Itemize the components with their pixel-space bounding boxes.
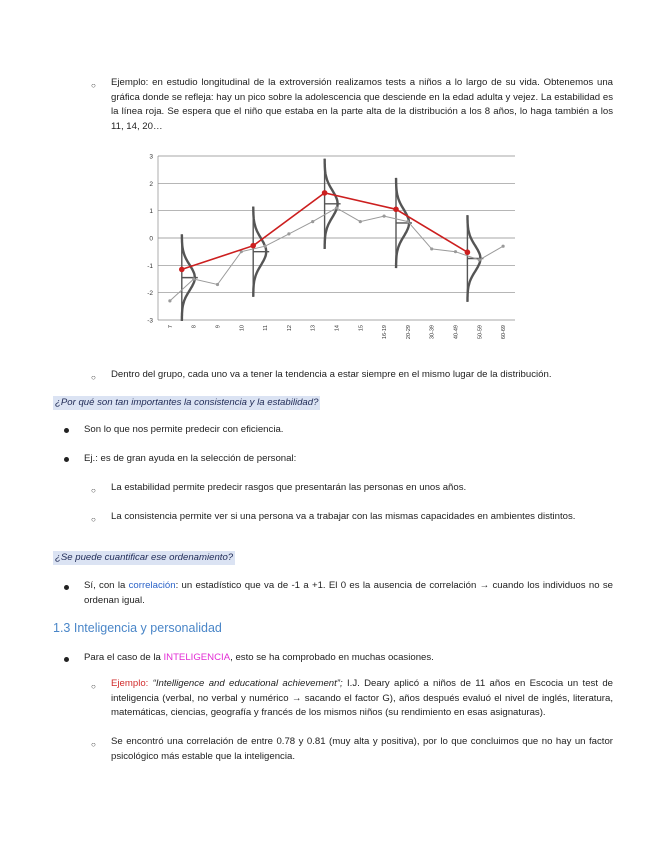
stability-point: [393, 207, 399, 213]
y-tick-label: 2: [149, 180, 153, 188]
x-tick-label: 12: [286, 325, 293, 332]
group-mean-line: [170, 208, 503, 301]
group-mean-point: [454, 250, 457, 253]
group-mean-point: [383, 215, 386, 218]
group-mean-point: [287, 232, 290, 235]
prediction-bullet: Son lo que nos permite predecir con eficiencia.: [84, 424, 284, 435]
stability-point: [250, 243, 256, 249]
stability-subbullet: La estabilidad permite predecir rasgos que presentarán las personas en unos años.: [111, 482, 467, 493]
group-mean-point: [264, 245, 267, 248]
circle-bullet-icon: ○: [91, 373, 96, 382]
question-consistency-stability: ¿Por qué son tan importantes la consistencia y la estabilidad?: [55, 397, 319, 408]
personnel-selection-bullet: Ej.: es de gran ayuda en la selección de personal:: [84, 453, 297, 464]
y-tick-label: 3: [149, 153, 153, 161]
x-tick-label: 30-39: [429, 325, 436, 340]
group-mean-point: [216, 283, 219, 286]
question-quantify-ordering: ¿Se puede cuantificar ese ordenamiento?: [55, 552, 234, 563]
deary-example-paragraph: Ejemplo: “Intelligence and educational achievement”; I.J. Deary aplicó a niños de 11 años en Escocia un test de inteligencia (verbal, no verbal y numérico → sacando el factor G), años después evaluó el nivel de inglés, literatura, matemáticas, ciencias, geografía y francés de los mismos niños (su rendimiento en esas asignaturas).: [111, 678, 613, 719]
x-tick-label: 7: [167, 325, 174, 329]
extraversion-chart: [140, 148, 520, 353]
consistency-subbullet: La consistencia permite ver si una persona va a trabajar con las mismas capacidades en ambientes distintos.: [111, 511, 576, 522]
stability-point: [465, 249, 471, 255]
bullet-disc-icon: [64, 428, 69, 433]
group-mean-point: [335, 206, 338, 209]
example-extraversion-paragraph: Ejemplo: en estudio longitudinal de la extroversión realizamos tests a niños a lo largo de su vida. Obtenemos una gráfica donde se refleja: hay un pico sobre la adolescencia que desciende en la edad adulta y vejez. La estabilidad es la línea roja. Se espera que el niño que estaba en la parte alta de la distribución a los 8 años, lo haga también a los 11, 14, 20…: [111, 77, 614, 132]
x-tick-label: 40-49: [453, 325, 460, 340]
x-tick-label: 13: [310, 325, 317, 332]
group-mean-point: [430, 247, 433, 250]
group-mean-point: [168, 299, 171, 302]
y-tick-label: -2: [147, 290, 153, 298]
group-mean-point: [478, 258, 481, 261]
x-tick-label: 16-19: [382, 325, 389, 340]
group-mean-point: [359, 220, 362, 223]
y-tick-label: 1: [149, 208, 153, 216]
x-tick-label: 11: [263, 325, 270, 331]
correlation-result-paragraph: Se encontró una correlación de entre 0.78 y 0.81 (muy alta y positiva), por lo que concluimos que no hay un factor psicológico más estable que la inteligencia.: [111, 736, 613, 762]
x-tick-label: 10: [239, 325, 246, 332]
x-tick-label: 15: [358, 325, 365, 332]
group-tendency-paragraph: Dentro del grupo, cada uno va a tener la tendencia a estar siempre en el mismo lugar de la distribución.: [111, 369, 552, 380]
y-tick-label: 0: [149, 235, 153, 243]
circle-bullet-icon: ○: [91, 740, 96, 749]
circle-bullet-icon: ○: [91, 486, 96, 495]
correlation-bullet: Sí, con la correlación: un estadístico que va de -1 a +1. El 0 es la ausencia de correlación → cuando los individuos no se ordenan igual.: [84, 580, 613, 606]
y-tick-label: -3: [147, 317, 153, 325]
group-mean-point: [502, 245, 505, 248]
y-tick-label: -1: [147, 262, 153, 270]
bullet-disc-icon: [64, 657, 69, 662]
group-mean-point: [406, 220, 409, 223]
x-tick-label: 14: [334, 325, 341, 332]
group-mean-point: [192, 277, 195, 280]
x-tick-label: 9: [215, 325, 222, 329]
bullet-disc-icon: [64, 457, 69, 462]
section-heading: 1.3 Inteligencia y personalidad: [53, 621, 222, 635]
intelligence-bullet: Para el caso de la INTELIGENCIA, esto se ha comprobado en muchas ocasiones.: [84, 652, 434, 663]
circle-bullet-icon: ○: [91, 81, 96, 90]
bullet-disc-icon: [64, 585, 69, 590]
x-tick-label: 20-29: [405, 325, 412, 340]
circle-bullet-icon: ○: [91, 515, 96, 524]
x-tick-label: 60-69: [501, 325, 508, 340]
x-tick-label: 50-59: [477, 325, 484, 340]
stability-point: [179, 267, 185, 273]
group-mean-point: [311, 220, 314, 223]
circle-bullet-icon: ○: [91, 682, 96, 691]
stability-point: [322, 190, 328, 196]
x-tick-label: 8: [191, 325, 198, 329]
